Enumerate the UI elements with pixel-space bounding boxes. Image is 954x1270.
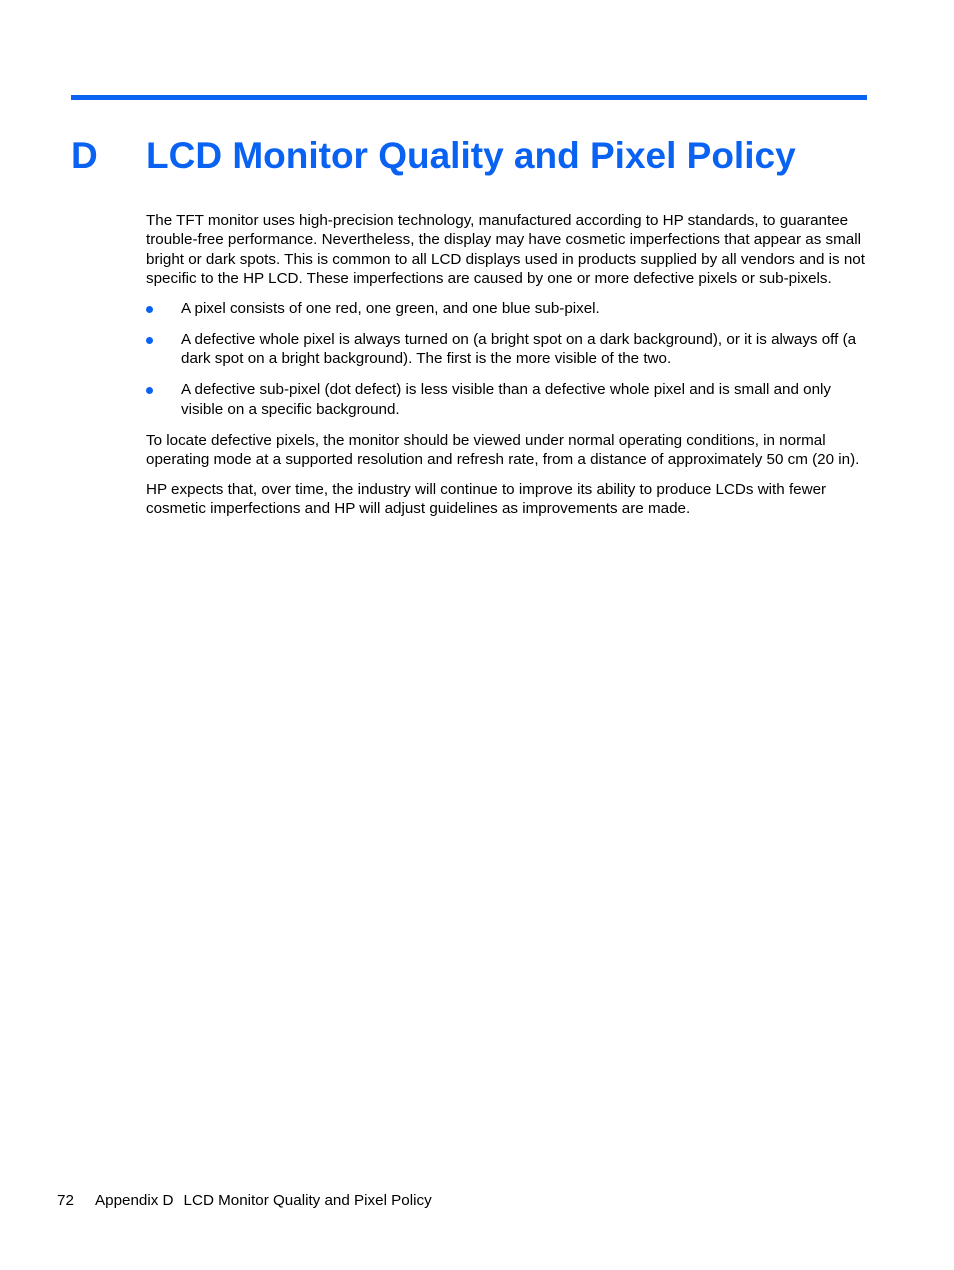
intro-paragraph: The TFT monitor uses high-precision technology, manufactured according to HP standards, to guarantee trouble-free performance. Nevertheless, the display may have cosmetic imperfections that appear as small bright or dark spots. This is common to all LCD displays used in products supplied by all vendors and is not specific to the HP LCD. These imperfections are caused by one or more defective pixels or sub-pixels.: [146, 212, 865, 288]
bullet-icon: [146, 337, 153, 344]
list-item: [146, 330, 870, 369]
list-item: [146, 299, 870, 318]
list-item-text: A pixel consists of one red, one green, and one blue sub-pixel.: [181, 300, 600, 318]
chapter-body: [146, 211, 870, 529]
page-number: 72: [57, 1192, 74, 1209]
bullet-list: [146, 299, 870, 419]
list-item: [146, 380, 870, 419]
chapter-title: LCD Monitor Quality and Pixel Policy: [146, 134, 796, 176]
bullet-icon: [146, 306, 153, 313]
bullet-icon: [146, 387, 153, 394]
viewing-conditions-paragraph: To locate defective pixels, the monitor should be viewed under normal operating conditions, in normal operating mode at a supported resolution and refresh rate, from a distance of approximately 50 cm (20 in).: [146, 431, 860, 469]
list-item-text: A defective sub-pixel (dot defect) is less visible than a defective whole pixel and is small and only visible on a specific background.: [181, 381, 832, 418]
chapter-rule: [71, 95, 867, 100]
page-footer: [57, 1191, 432, 1211]
chapter-letter: D: [71, 134, 98, 176]
improvement-paragraph: HP expects that, over time, the industry will continue to improve its ability to produce LCDs with fewer cosmetic imperfections and HP will adjust guidelines as improvements are made.: [146, 480, 827, 518]
footer-appendix-label: Appendix D: [95, 1192, 174, 1209]
list-item-text: A defective whole pixel is always turned on (a bright spot on a dark background), or it is always off (a dark spot on a bright background). The first is the more visible of the two.: [181, 331, 857, 368]
footer-title: LCD Monitor Quality and Pixel Policy: [183, 1192, 432, 1209]
